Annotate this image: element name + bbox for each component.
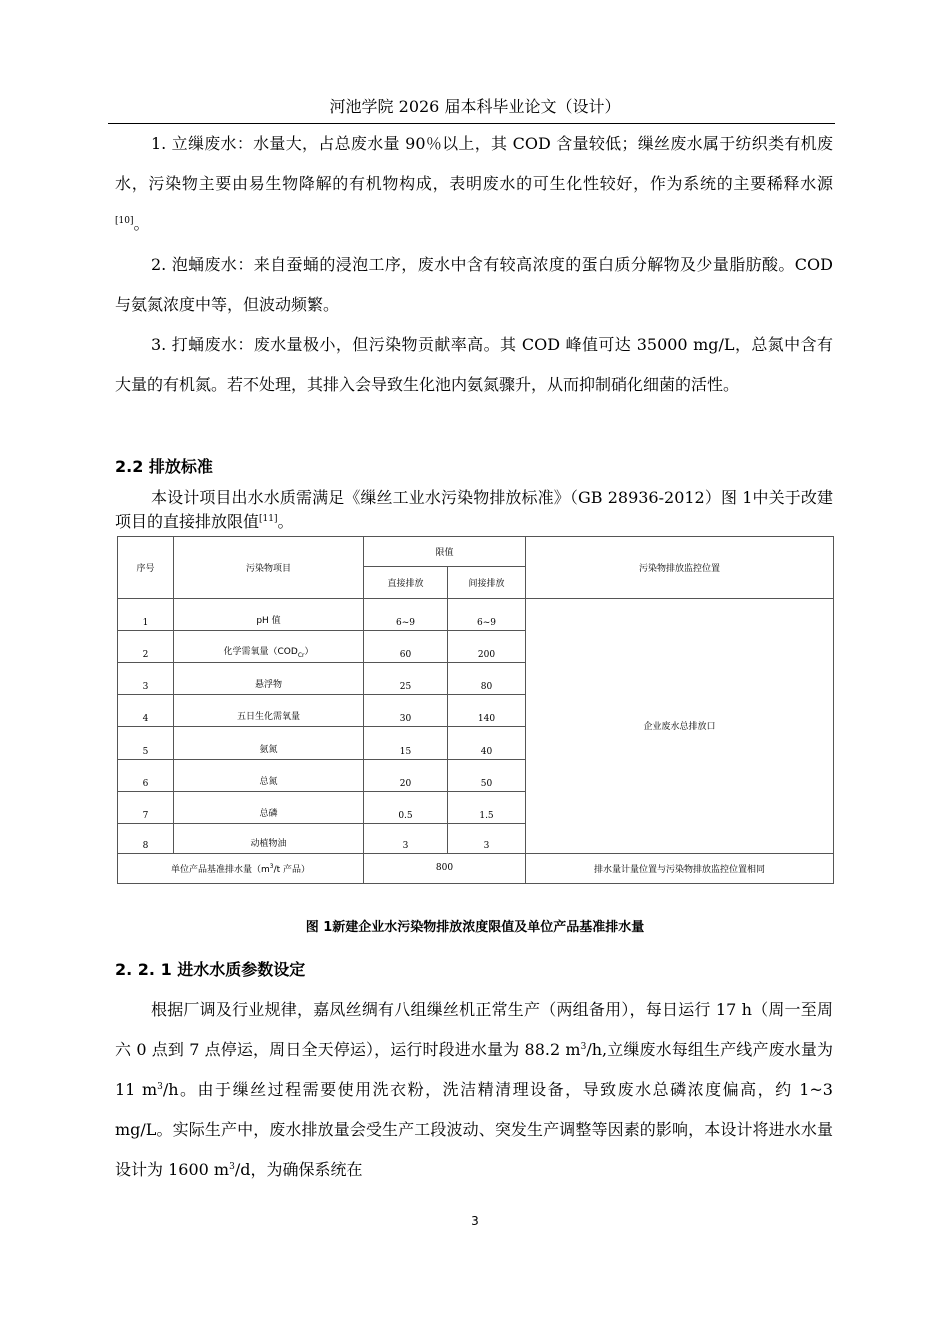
paragraph-reeling-wastewater bbox=[115, 124, 833, 244]
running-header: 河池学院 2026 届本科毕业论文（设计） bbox=[329, 97, 621, 116]
cell-indirect: 40 bbox=[448, 727, 526, 759]
section-heading-2-2-1: 2. 2. 1 进水水质参数设定 bbox=[115, 960, 306, 979]
header-indirect: 间接排放 bbox=[448, 567, 526, 599]
paragraph-text: 本设计项目出水水质需满足《缫丝工业水污染物排放标准》（GB 28936-2012）图 1中关于改建项目的直接排放限值 bbox=[115, 488, 833, 531]
cell-indirect: 80 bbox=[448, 663, 526, 695]
cell-direct: 15 bbox=[364, 727, 448, 759]
cell-item: 总磷 bbox=[174, 791, 364, 823]
cell-item: pH 值 bbox=[174, 599, 364, 631]
cell-item: 氨氮 bbox=[174, 727, 364, 759]
cell-indirect: 50 bbox=[448, 759, 526, 791]
cell-seq: 3 bbox=[118, 663, 174, 695]
footer-label bbox=[118, 853, 364, 883]
cell-direct: 0.5 bbox=[364, 791, 448, 823]
cell-item: 五日生化需氧量 bbox=[174, 695, 364, 727]
header-direct: 直接排放 bbox=[364, 567, 448, 599]
cell-direct: 6~9 bbox=[364, 599, 448, 631]
cell-seq: 5 bbox=[118, 727, 174, 759]
footer-label-end: /t 产品） bbox=[273, 864, 311, 875]
paragraph-pupa-beating-wastewater: 3. 打蛹废水：废水量极小，但污染物贡献率高。其 COD 峰值可达 35000 mg/L，总氮中含有大量的有机氮。若不处理，其排入会导致生化池内氨氮骤升，从而抑制硝化细菌的活性。 bbox=[115, 335, 833, 394]
cell-item bbox=[174, 631, 364, 663]
paragraph-pupa-soaking-wastewater: 2. 泡蛹废水：来自蚕蛹的浸泡工序，废水中含有较高浓度的蛋白质分解物及少量脂肪酸。COD 与氨氮浓度中等，但波动频繁。 bbox=[115, 255, 833, 314]
paragraph-text: /d，为确保系统在 bbox=[234, 1160, 363, 1179]
citation: [11] bbox=[259, 514, 278, 524]
section-heading-2-2: 2.2 排放标准 bbox=[115, 457, 213, 476]
footer-label-sup: 3 bbox=[269, 862, 274, 870]
cell-item: 动植物油 bbox=[174, 823, 364, 853]
cell-indirect: 200 bbox=[448, 631, 526, 663]
cell-seq: 4 bbox=[118, 695, 174, 727]
superscript: 3 bbox=[229, 1162, 235, 1172]
citation: [10] bbox=[115, 216, 134, 226]
cell-seq: 6 bbox=[118, 759, 174, 791]
header-limit: 限值 bbox=[364, 537, 526, 567]
cell-merged-location: 企业废水总排放口 bbox=[526, 599, 834, 854]
paragraph-end: 。 bbox=[277, 512, 294, 531]
figure-caption: 图 1新建企业水污染物排放浓度限值及单位产品基准排水量 bbox=[305, 920, 645, 935]
table-header-row bbox=[118, 537, 834, 567]
cell-seq: 8 bbox=[118, 823, 174, 853]
cell-direct: 25 bbox=[364, 663, 448, 695]
table-footer-row bbox=[118, 853, 834, 883]
item-subscript: Cr bbox=[297, 651, 305, 659]
cell-indirect: 140 bbox=[448, 695, 526, 727]
cell-indirect: 6~9 bbox=[448, 599, 526, 631]
header-seq: 序号 bbox=[118, 537, 174, 599]
cell-direct: 20 bbox=[364, 759, 448, 791]
footer-label-text: 单位产品基准排水量（m bbox=[170, 864, 270, 875]
cell-item: 悬浮物 bbox=[174, 663, 364, 695]
footer-value: 800 bbox=[364, 853, 526, 883]
table-row bbox=[118, 599, 834, 631]
cell-seq: 1 bbox=[118, 599, 174, 631]
item-text: 化学需氧量（COD bbox=[223, 646, 298, 657]
header-location: 污染物排放监控位置 bbox=[526, 537, 834, 599]
paragraph-text: /h。由于缫丝过程需要使用洗衣粉，洗洁精清理设备，导致废水总磷浓度偏高，约 1~3 mg/L。实际生产中，废水排放量会受生产工段波动、突发生产调整等因素的影响，本设计将进水水量设计为 1600 m bbox=[115, 1080, 833, 1179]
cell-indirect: 1.5 bbox=[448, 791, 526, 823]
paragraph-emission-standard bbox=[115, 486, 833, 534]
cell-direct: 30 bbox=[364, 695, 448, 727]
superscript: 3 bbox=[580, 1042, 587, 1052]
footer-location: 排水量计量位置与污染物排放监控位置相同 bbox=[526, 853, 834, 883]
paragraph-text: 1. 立缫废水：水量大，占总废水量 90％以上，其 COD 含量较低；缫丝废水属于纺织类有机废水，污染物主要由易生物降解的有机物构成，表明废水的可生化性较好，作为系统的主要稀释水源 bbox=[115, 134, 833, 193]
paragraph-influent-parameters bbox=[115, 990, 833, 1190]
cell-indirect: 3 bbox=[448, 823, 526, 853]
cell-seq: 2 bbox=[118, 631, 174, 663]
superscript: 3 bbox=[157, 1082, 163, 1092]
paragraph-text: /h,立缫废水每组生产线产废水量为 11 m bbox=[115, 1040, 833, 1099]
cell-direct: 60 bbox=[364, 631, 448, 663]
page-number: 3 bbox=[471, 1214, 479, 1228]
emission-limits-table bbox=[117, 536, 834, 884]
paragraph-end: 。 bbox=[133, 214, 150, 233]
cell-seq: 7 bbox=[118, 791, 174, 823]
cell-direct: 3 bbox=[364, 823, 448, 853]
cell-item: 总氮 bbox=[174, 759, 364, 791]
header-item: 污染物项目 bbox=[174, 537, 364, 599]
paragraph-text: 根据厂调及行业规律，嘉凤丝绸有八组缫丝机正常生产（两组备用），每日运行 17 h（周一至周六 0 点到 7 点停运，周日全天停运），运行时段进水量为 88.2 m bbox=[115, 1000, 833, 1059]
item-text-end: ） bbox=[304, 646, 314, 657]
